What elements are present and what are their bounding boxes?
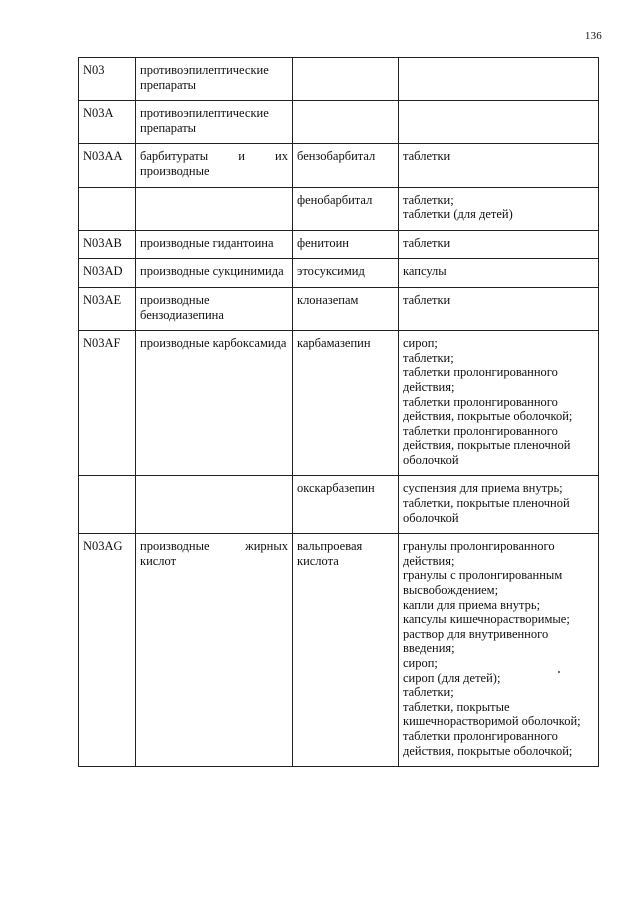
drug-name-cell: фенобарбитал	[293, 187, 399, 230]
scan-speck	[558, 671, 560, 673]
dosage-form-line: таблетки пролонгированного действия, покрытые оболочкой;	[403, 394, 573, 424]
table-row	[79, 187, 599, 230]
dosage-form-line: таблетки	[403, 235, 451, 250]
dosage-forms-cell	[399, 187, 599, 230]
dosage-form-line: сироп (для детей);	[403, 670, 501, 685]
page-number: 136	[584, 30, 602, 42]
atc-code-cell: N03A	[79, 101, 136, 144]
table-row	[79, 287, 599, 330]
table-row	[79, 331, 599, 476]
drug-name-cell: окскарбазепин	[293, 476, 399, 534]
dosage-form-line: гранулы пролонгированного действия;	[403, 539, 555, 568]
dosage-form-line: таблетки, покрытые кишечнорастворимой оболочкой;	[403, 699, 581, 729]
table-row	[79, 230, 599, 259]
dosage-form-line: таблетки пролонгированного действия;	[403, 365, 558, 394]
atc-code-cell	[79, 187, 136, 230]
dosage-form-line: таблетки пролонгированного действия, покрытые оболочкой;	[403, 728, 573, 758]
dosage-forms-cell	[399, 144, 599, 187]
atc-code-cell: N03AB	[79, 230, 136, 259]
dosage-form-line: таблетки пролонгированного действия, покрытые пленочной оболочкой	[403, 423, 571, 467]
group-name-cell: противоэпилептические препараты	[136, 101, 293, 144]
dosage-forms-cell	[399, 101, 599, 144]
dosage-form-line: сироп;	[403, 336, 438, 351]
drug-name-cell: вальпроевая кислота	[293, 534, 399, 767]
group-name-cell	[136, 187, 293, 230]
dosage-form-line: гранулы с пролонгированным высвобождением;	[403, 568, 563, 598]
dosage-forms-cell	[399, 534, 599, 767]
group-name-cell: барбитураты и их производные	[136, 144, 293, 187]
table-row	[79, 476, 599, 534]
table-row	[79, 144, 599, 187]
dosage-form-line: капсулы кишечнорастворимые;	[403, 612, 570, 627]
dosage-form-line: таблетки;	[403, 350, 454, 365]
group-name-cell: производные сукцинимида	[136, 259, 293, 288]
drug-name-cell	[293, 101, 399, 144]
atc-code-cell: N03	[79, 58, 136, 101]
dosage-forms-cell	[399, 476, 599, 534]
dosage-form-line: суспензия для приема внутрь;	[403, 481, 563, 496]
group-name-cell	[136, 476, 293, 534]
drug-name-cell: фенитоин	[293, 230, 399, 259]
table-row	[79, 259, 599, 288]
dosage-form-line: таблетки	[403, 292, 451, 307]
dosage-forms-cell	[399, 259, 599, 288]
dosage-forms-cell	[399, 331, 599, 476]
dosage-form-line: таблетки	[403, 149, 451, 164]
drug-name-cell: карбамазепин	[293, 331, 399, 476]
drug-name-cell	[293, 58, 399, 101]
atc-code-cell	[79, 476, 136, 534]
atc-code-cell: N03AF	[79, 331, 136, 476]
table-row	[79, 101, 599, 144]
dosage-forms-cell	[399, 230, 599, 259]
dosage-form-line: раствор для внутривенного введения;	[403, 626, 549, 656]
table-row	[79, 58, 599, 101]
dosage-form-line: таблетки (для детей)	[403, 207, 513, 222]
atc-code-cell: N03AG	[79, 534, 136, 767]
dosage-form-line: таблетки;	[403, 192, 454, 207]
table-body	[79, 58, 599, 767]
drug-name-cell: клоназепам	[293, 287, 399, 330]
group-name-cell: производные жирных кислот	[136, 534, 293, 767]
dosage-form-line: сироп;	[403, 656, 438, 670]
dosage-forms-cell	[399, 58, 599, 101]
drug-classification-table	[78, 57, 599, 767]
atc-code-cell: N03AD	[79, 259, 136, 288]
group-name-cell: производные карбоксамида	[136, 331, 293, 476]
atc-code-cell: N03AA	[79, 144, 136, 187]
group-name-cell: производные бензодиазепина	[136, 287, 293, 330]
dosage-form-line: капли для приема внутрь;	[403, 597, 541, 612]
dosage-form-line: капсулы	[403, 264, 447, 279]
dosage-form-line: таблетки;	[403, 685, 454, 700]
group-name-cell: производные гидантоина	[136, 230, 293, 259]
atc-code-cell: N03AE	[79, 287, 136, 330]
drug-name-cell: этосуксимид	[293, 259, 399, 288]
table-row	[79, 534, 599, 767]
drug-name-cell: бензобарбитал	[293, 144, 399, 187]
dosage-forms-cell	[399, 287, 599, 330]
dosage-form-line: таблетки, покрытые пленочной оболочкой	[403, 496, 570, 525]
group-name-cell: противоэпилептические препараты	[136, 58, 293, 101]
